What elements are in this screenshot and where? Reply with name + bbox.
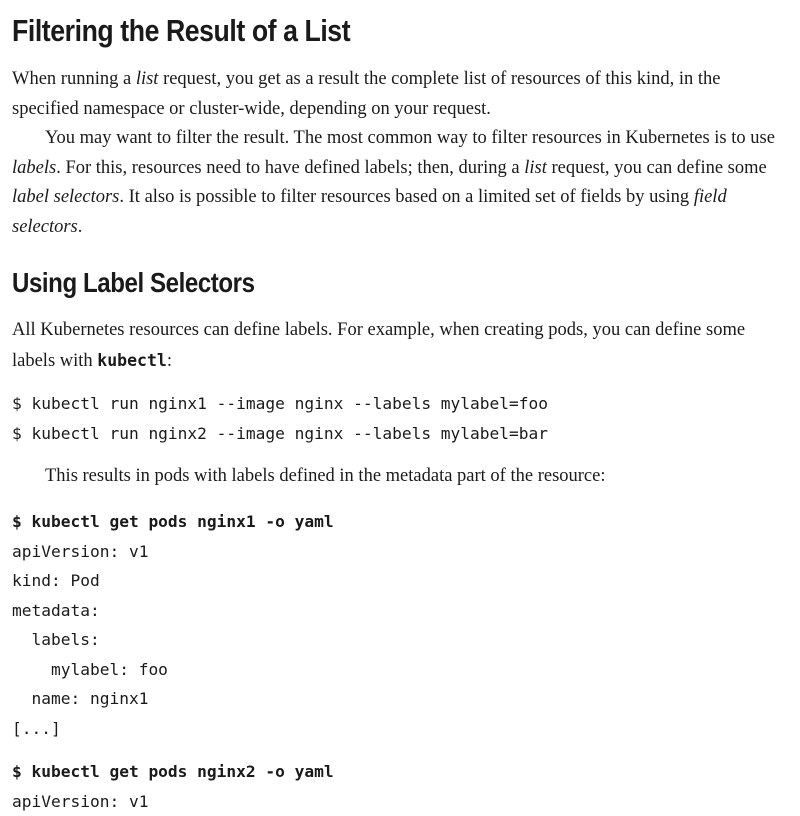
text-run: .: [78, 217, 83, 237]
emphasis-labels: labels: [12, 158, 56, 178]
code-line: mylabel: foo: [12, 655, 788, 685]
emphasis-list: list: [136, 69, 159, 89]
code-line: kind: Pod: [12, 566, 788, 596]
code-block-run-commands: [12, 389, 788, 448]
code-line: $ kubectl run nginx1 --image nginx --labels mylabel=foo: [12, 389, 788, 419]
code-line: [...]: [12, 714, 788, 744]
code-block-get-pod-nginx2: [12, 757, 788, 816]
inline-code-kubectl: kubectl: [97, 351, 167, 370]
text-run: When running a: [12, 69, 136, 89]
text-run: . It also is possible to filter resources based on a limited set of fields by using: [119, 187, 693, 207]
text-run: All Kubernetes resources can define labels. For example, when creating pods, you can define some labels with: [12, 320, 745, 371]
code-line: metadata:: [12, 596, 788, 626]
emphasis-field-selectors: field selectors: [12, 187, 727, 237]
code-line: $ kubectl run nginx2 --image nginx --labels mylabel=bar: [12, 419, 788, 449]
paragraph-filter-intro: [12, 124, 788, 242]
code-line: labels:: [12, 625, 788, 655]
code-command-line: $ kubectl get pods nginx2 -o yaml: [12, 757, 788, 787]
text-run: :: [167, 351, 172, 371]
paragraph-list-request: [12, 65, 788, 124]
code-line: apiVersion: v1: [12, 537, 788, 567]
code-line: name: nginx1: [12, 684, 788, 714]
text-run: You may want to filter the result. The most common way to filter resources in Kubernetes is to use: [45, 128, 775, 148]
code-block-get-pod-nginx1: [12, 507, 788, 743]
emphasis-label-selectors: label selectors: [12, 187, 119, 207]
text-run: . For this, resources need to have defined labels; then, during a: [56, 158, 524, 178]
subsection-heading: Using Label Selectors: [12, 267, 255, 299]
paragraph-results: This results in pods with labels defined in the metadata part of the resource:: [12, 462, 788, 492]
text-run: request, you can define some: [547, 158, 767, 178]
section-heading: Filtering the Result of a List: [12, 13, 350, 49]
paragraph-define-labels: [12, 316, 788, 376]
code-command-line: $ kubectl get pods nginx1 -o yaml: [12, 507, 788, 537]
text-run: request, you get as a result the complete list of resources of this kind, in the specified namespace or cluster-wide, depending on your request.: [12, 69, 721, 119]
code-line: apiVersion: v1: [12, 787, 788, 816]
emphasis-list: list: [524, 158, 547, 178]
